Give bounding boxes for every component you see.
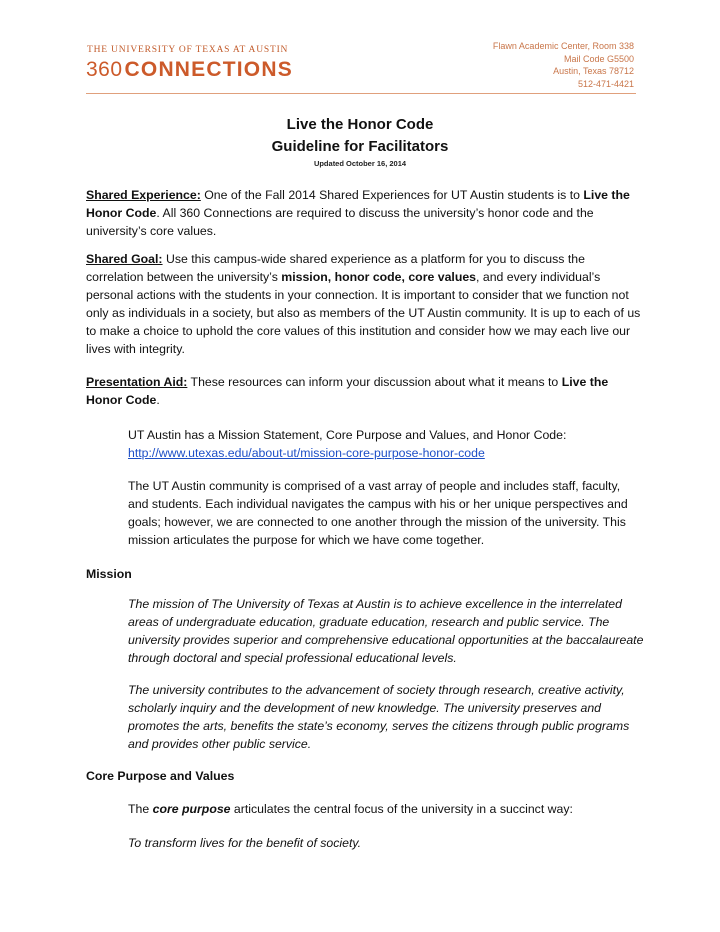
shared-experience-text: One of the Fall 2014 Shared Experiences for UT Austin students is to <box>200 188 584 202</box>
shared-experience-paragraph <box>86 186 642 240</box>
address-line: Austin, Texas 78712 <box>553 66 634 76</box>
header-divider <box>86 93 636 94</box>
mission-paragraph-2: The university contributes to the advancement of society through research, creative activity, scholarly inquiry and the development of new knowledge. The university preserves and promotes the arts, benefits the state’s economy, serves the citizens through public programs and provides other public service. <box>128 683 630 751</box>
presentation-aid-text: These resources can inform your discussion about what it means to <box>187 375 562 389</box>
shared-goal-text: Use this campus-wide shared experience as a platform for you to discuss the correlation between the university’s <box>86 252 585 284</box>
core-purpose-emphasis: core purpose <box>152 802 231 816</box>
university-name: THE UNIVERSITY OF TEXAS AT AUSTIN <box>87 45 289 55</box>
honor-code-link[interactable]: http://www.utexas.edu/about-ut/mission-core-purpose-honor-code <box>128 446 485 460</box>
shared-goal-bold: mission, honor code, core values <box>281 270 477 284</box>
mission-heading: Mission <box>86 567 132 581</box>
shared-goal-paragraph <box>86 250 642 358</box>
core-purpose-post: articulates the central focus of the university in a succinct way: <box>230 802 573 816</box>
resources-intro: UT Austin has a Mission Statement, Core Purpose and Values, and Honor Code: <box>128 428 567 442</box>
document-title: Live the Honor Code <box>286 116 434 133</box>
shared-goal-label: Shared Goal: <box>86 252 163 266</box>
address-line: 512-471-4421 <box>577 78 634 89</box>
brand-number: 360 <box>86 58 123 81</box>
core-purpose-heading: Core Purpose and Values <box>86 769 235 783</box>
community-paragraph: The UT Austin community is comprised of a vast array of people and includes staff, faculty, and students. Each individual navigates the campus with his or her unique perspectives and goals; however, we are connected to one another through the mission of the university. This mission articulates the purpose for which we have come together. <box>128 479 628 547</box>
resources-paragraph <box>128 426 644 462</box>
core-purpose-paragraph <box>128 800 644 818</box>
shared-experience-label: Shared Experience: <box>86 188 201 202</box>
presentation-aid-text-end: . <box>156 393 160 407</box>
core-purpose-statement: To transform lives for the benefit of society. <box>128 836 362 850</box>
address-line: Mail Code G5500 <box>563 53 634 64</box>
updated-date: Updated October 16, 2014 <box>313 159 407 168</box>
brand-logo <box>86 59 293 80</box>
presentation-aid-paragraph <box>86 373 642 409</box>
presentation-aid-bold: Live the Honor Code <box>86 375 609 407</box>
presentation-aid-label: Presentation Aid: <box>86 375 188 389</box>
shared-experience-text-end: . All 360 Connections are required to discuss the university’s honor code and the university’s core values. <box>86 206 594 238</box>
core-purpose-pre: The <box>128 802 153 816</box>
office-address <box>493 40 634 90</box>
address-line: Flawn Academic Center, Room 338 <box>492 41 634 51</box>
brand-word: CONNECTIONS <box>124 58 293 81</box>
shared-experience-bold: Live the Honor Code <box>86 188 630 220</box>
document-subtitle: Guideline for Facilitators <box>271 138 449 155</box>
shared-goal-text-end: , and every individual’s personal actions with the students in your connection. It is important to consider that we function not only as individuals in a society, but also as members of the UT Austin community. It is up to each of us to make a choice to uphold the core values of this institution and consider how we may each live our lives with integrity. <box>86 270 641 356</box>
mission-paragraph-1: The mission of The University of Texas at Austin is to achieve excellence in the interrelated areas of undergraduate education, graduate education, research and public service. The university provides superior and comprehensive educational opportunities at the baccalaureate through doctoral and special professional educational levels. <box>128 597 644 665</box>
